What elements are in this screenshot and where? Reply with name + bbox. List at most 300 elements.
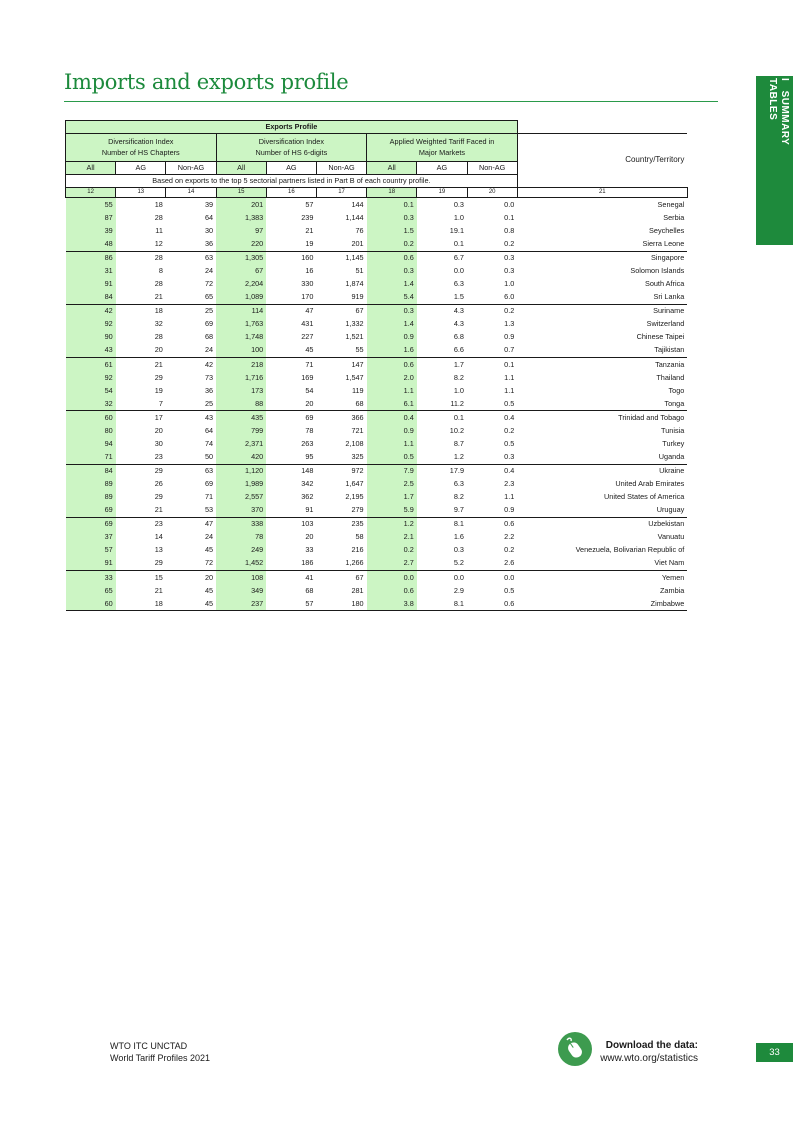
value-cell: 21 (154, 359, 163, 369)
value-cell: 1,547 (345, 372, 364, 382)
value-cell: 19 (154, 385, 163, 395)
value-cell: 69 (66, 517, 116, 531)
value-cell: 26 (154, 479, 163, 489)
value-cell: 1,089 (216, 291, 266, 305)
country-name-cell: Solomon Islands (630, 266, 685, 276)
value-cell: 65 (166, 291, 216, 305)
value-cell: 239 (301, 212, 314, 222)
table-note: Based on exports to the top 5 sectorial partners listed in Part B of each country profile. (66, 175, 518, 188)
sub-header: All (66, 162, 116, 175)
column-number: 14 (166, 188, 216, 198)
country-name-cell: Venezuela, Bolivarian Republic of (575, 545, 685, 555)
value-cell: 218 (216, 358, 266, 372)
value-cell: 74 (204, 438, 214, 448)
value-cell: 1,383 (216, 211, 266, 224)
value-cell: 2.3 (504, 479, 515, 489)
column-number: 19 (417, 188, 467, 198)
value-cell: 0.1 (453, 412, 464, 422)
country-name-cell: Yemen (661, 572, 685, 582)
table-row (66, 478, 688, 491)
value-cell: 0.6 (504, 519, 515, 529)
value-cell: 23 (116, 450, 166, 464)
value-cell: 1,763 (216, 318, 266, 331)
country-name-cell: Tonga (517, 397, 687, 411)
country-name-cell: Tunisia (661, 425, 685, 435)
value-cell: 0.3 (453, 545, 464, 555)
value-cell: 0.3 (367, 265, 417, 278)
value-cell: 57 (305, 199, 314, 209)
value-cell: 6.7 (453, 253, 464, 263)
value-cell: 21 (116, 291, 166, 305)
value-cell: 201 (216, 198, 266, 212)
value-cell: 71 (66, 450, 116, 464)
value-cell: 1.4 (367, 318, 417, 331)
value-cell: 1.6 (453, 532, 464, 542)
sub-header: Non-AG (316, 162, 366, 175)
value-cell: 0.7 (467, 344, 517, 358)
value-cell: 0.3 (504, 253, 515, 263)
value-cell: 43 (204, 412, 214, 422)
value-cell: 72 (166, 557, 216, 571)
value-cell: 1.1 (504, 372, 515, 382)
value-cell: 119 (351, 385, 364, 395)
value-cell: 1.1 (367, 437, 417, 450)
value-cell: 0.8 (504, 225, 515, 235)
value-cell: 0.4 (367, 411, 417, 425)
value-cell: 8.2 (453, 492, 464, 502)
value-cell: 1,144 (345, 212, 364, 222)
table-row (66, 491, 688, 504)
value-cell: 97 (216, 224, 266, 237)
value-cell: 216 (351, 545, 364, 555)
table-row (66, 450, 688, 464)
table-row (66, 384, 688, 397)
value-cell: 160 (301, 253, 314, 263)
value-cell: 721 (351, 425, 364, 435)
value-cell: 3.8 (367, 597, 417, 611)
value-cell: 100 (216, 344, 266, 358)
value-cell: 5.4 (367, 291, 417, 305)
table-row (66, 198, 688, 212)
value-cell: 180 (316, 597, 366, 611)
value-cell: 8.7 (453, 438, 464, 448)
value-cell: 0.3 (453, 199, 464, 209)
value-cell: 108 (216, 571, 266, 585)
value-cell: 249 (216, 544, 266, 557)
value-cell: 1,332 (345, 319, 364, 329)
value-cell: 20 (266, 397, 316, 411)
value-cell: 1.7 (453, 359, 464, 369)
table-row (66, 251, 688, 265)
value-cell: 0.0 (453, 266, 464, 276)
table-row (66, 237, 688, 251)
value-cell: 431 (301, 319, 314, 329)
value-cell: 1,989 (216, 478, 266, 491)
value-cell: 21 (116, 504, 166, 518)
value-cell: 29 (154, 466, 163, 476)
value-cell: 6.0 (467, 291, 517, 305)
section-header-hs-chapters: Diversification Index Number of HS Chapters (66, 134, 217, 162)
value-cell: 57 (266, 597, 316, 611)
value-cell: 1.6 (367, 344, 417, 358)
value-cell: 68 (316, 397, 366, 411)
column-number: 21 (517, 188, 687, 198)
value-cell: 68 (305, 585, 314, 595)
value-cell: 21 (305, 225, 314, 235)
value-cell: 1.2 (417, 450, 467, 464)
value-cell: 1,874 (345, 279, 364, 289)
value-cell: 50 (166, 450, 216, 464)
table-row (66, 544, 688, 557)
value-cell: 0.5 (504, 585, 515, 595)
value-cell: 45 (166, 597, 216, 611)
country-name-cell: Chinese Taipei (636, 332, 685, 342)
value-cell: 6.1 (367, 397, 417, 411)
value-cell: 148 (301, 466, 314, 476)
table-row (66, 517, 688, 531)
table-row (66, 424, 688, 437)
value-cell: 0.4 (504, 412, 515, 422)
value-cell: 1.7 (367, 491, 417, 504)
section-header-applied-tariff: Applied Weighted Tariff Faced in Major Markets (367, 134, 518, 162)
value-cell: 24 (204, 266, 214, 276)
value-cell: 15 (154, 572, 163, 582)
value-cell: 114 (216, 304, 266, 318)
value-cell: 342 (301, 479, 314, 489)
value-cell: 65 (66, 584, 116, 597)
value-cell: 0.2 (504, 425, 515, 435)
table-row (66, 557, 688, 571)
value-cell: 173 (216, 384, 266, 397)
value-cell: 89 (66, 491, 116, 504)
value-cell: 63 (204, 466, 214, 476)
value-cell: 2.5 (367, 478, 417, 491)
value-cell: 0.3 (504, 266, 515, 276)
page-number: 33 (756, 1043, 793, 1062)
value-cell: 1.4 (367, 278, 417, 291)
value-cell: 71 (204, 492, 214, 502)
value-cell: 43 (66, 344, 116, 358)
value-cell: 2,371 (216, 437, 266, 450)
value-cell: 16 (305, 266, 314, 276)
value-cell: 53 (166, 504, 216, 518)
download-label: Download the data: (605, 1040, 698, 1051)
value-cell: 0.1 (504, 212, 515, 222)
table-row (66, 437, 688, 450)
value-cell: 84 (66, 464, 116, 478)
value-cell: 2,108 (345, 438, 364, 448)
value-cell: 8.1 (417, 597, 467, 611)
value-cell: 1.0 (504, 279, 515, 289)
value-cell: 0.9 (467, 504, 517, 518)
value-cell: 7 (116, 397, 166, 411)
value-cell: 0.2 (367, 237, 417, 251)
value-cell: 263 (301, 438, 314, 448)
value-cell: 103 (301, 519, 314, 529)
value-cell: 33 (66, 571, 116, 585)
table-row (66, 265, 688, 278)
value-cell: 11.2 (417, 397, 467, 411)
value-cell: 91 (66, 557, 116, 571)
value-cell: 8.1 (453, 519, 464, 529)
value-cell: 0.2 (504, 545, 515, 555)
value-cell: 0.6 (367, 251, 417, 265)
value-cell: 32 (154, 319, 163, 329)
value-cell: 76 (355, 225, 364, 235)
value-cell: 13 (154, 545, 163, 555)
value-cell: 17.9 (449, 466, 464, 476)
footer-line2: World Tariff Profiles 2021 (110, 1052, 211, 1063)
value-cell: 12 (116, 237, 166, 251)
value-cell: 32 (66, 397, 116, 411)
value-cell: 64 (204, 212, 214, 222)
value-cell: 235 (351, 519, 364, 529)
footer-line1: WTO ITC UNCTAD (110, 1041, 188, 1051)
value-cell: 31 (66, 265, 116, 278)
table-row (66, 211, 688, 224)
value-cell: 28 (154, 279, 163, 289)
table-row (66, 224, 688, 237)
country-name-cell: Viet Nam (517, 557, 687, 571)
table-row (66, 318, 688, 331)
value-cell: 0.3 (367, 211, 417, 224)
download-link[interactable] (594, 1039, 698, 1065)
value-cell: 37 (66, 531, 116, 544)
value-cell: 0.1 (367, 198, 417, 212)
page-title: Imports and exports profile (64, 70, 349, 94)
value-cell: 42 (204, 359, 214, 369)
value-cell: 1.5 (417, 291, 467, 305)
value-cell: 29 (154, 372, 163, 382)
value-cell: 2,557 (216, 491, 266, 504)
value-cell: 919 (316, 291, 366, 305)
value-cell: 0.0 (453, 572, 464, 582)
value-cell: 45 (266, 344, 316, 358)
value-cell: 84 (66, 291, 116, 305)
value-cell: 30 (204, 225, 214, 235)
value-cell: 78 (216, 531, 266, 544)
country-name-cell: Senegal (657, 199, 685, 209)
value-cell: 1,748 (216, 331, 266, 344)
value-cell: 6.3 (453, 479, 464, 489)
value-cell: 69 (204, 479, 214, 489)
section-tab-line2: TABLES (767, 78, 778, 121)
country-name-cell: Ukraine (659, 466, 685, 476)
country-name-cell: Vanuatu (657, 532, 685, 542)
section-tab-line1: SUMMARY (779, 90, 790, 146)
value-cell: 349 (216, 584, 266, 597)
country-name-cell: Sri Lanka (517, 291, 687, 305)
value-cell: 72 (204, 279, 214, 289)
table-row (66, 571, 688, 585)
exports-profile-header: Exports Profile (66, 121, 518, 134)
value-cell: 20 (305, 532, 314, 542)
country-name-cell: Seychelles (649, 225, 685, 235)
download-url[interactable]: www.wto.org/statistics (600, 1053, 698, 1064)
value-cell: 435 (216, 411, 266, 425)
value-cell: 281 (351, 585, 364, 595)
value-cell: 1.1 (367, 384, 417, 397)
value-cell: 14 (154, 532, 163, 542)
column-number: 15 (216, 188, 266, 198)
value-cell: 91 (66, 278, 116, 291)
value-cell: 1.3 (504, 319, 515, 329)
value-cell: 2,204 (216, 278, 266, 291)
column-number: 18 (367, 188, 417, 198)
value-cell: 8 (158, 266, 163, 276)
value-cell: 0.0 (367, 571, 417, 585)
value-cell: 20 (154, 425, 163, 435)
value-cell: 1.1 (504, 492, 515, 502)
download-mouse-icon (558, 1032, 592, 1066)
value-cell: 5.9 (367, 504, 417, 518)
sub-header: Non-AG (467, 162, 517, 175)
value-cell: 39 (204, 199, 214, 209)
column-number: 20 (467, 188, 517, 198)
value-cell: 1.1 (504, 385, 515, 395)
value-cell: 80 (66, 424, 116, 437)
value-cell: 1.5 (367, 224, 417, 237)
table-row (66, 371, 688, 384)
value-cell: 170 (266, 291, 316, 305)
table-row (66, 291, 688, 305)
sub-header: All (216, 162, 266, 175)
value-cell: 0.5 (504, 438, 515, 448)
value-cell: 78 (305, 425, 314, 435)
country-name-cell: Turkey (662, 438, 685, 448)
value-cell: 71 (305, 359, 314, 369)
value-cell: 0.1 (504, 359, 515, 369)
value-cell: 227 (301, 332, 314, 342)
value-cell: 47 (305, 306, 314, 316)
country-name-cell: Switzerland (646, 319, 685, 329)
country-name-cell: Tajikistan (517, 344, 687, 358)
value-cell: 69 (66, 504, 116, 518)
value-cell: 94 (66, 437, 116, 450)
sub-header: Non-AG (166, 162, 216, 175)
value-cell: 19.1 (449, 225, 464, 235)
table-row (66, 397, 688, 411)
table-row (66, 278, 688, 291)
sub-header: All (367, 162, 417, 175)
country-name-cell: Sierra Leone (517, 237, 687, 251)
value-cell: 1,145 (345, 253, 364, 263)
country-territory-header: Country/Territory (517, 134, 687, 188)
publisher-footer (110, 1041, 210, 1064)
value-cell: 11 (155, 225, 163, 235)
value-cell: 1.0 (453, 212, 464, 222)
value-cell: 147 (351, 359, 364, 369)
table-row (66, 358, 688, 372)
value-cell: 87 (66, 211, 116, 224)
country-name-cell: South Africa (644, 279, 685, 289)
country-name-cell: Trinidad and Tobago (618, 412, 685, 422)
value-cell: 6.6 (417, 344, 467, 358)
value-cell: 10.2 (449, 425, 464, 435)
value-cell: 45 (204, 585, 214, 595)
value-cell: 86 (66, 251, 116, 265)
value-cell: 39 (66, 224, 116, 237)
value-cell: 68 (204, 332, 214, 342)
value-cell: 1,266 (316, 557, 366, 571)
table-row (66, 344, 688, 358)
value-cell: 237 (216, 597, 266, 611)
value-cell: 8.2 (453, 372, 464, 382)
value-cell: 23 (154, 519, 163, 529)
table-row (66, 464, 688, 478)
value-cell: 4.3 (453, 319, 464, 329)
value-cell: 799 (216, 424, 266, 437)
value-cell: 2.2 (504, 532, 515, 542)
value-cell: 47 (204, 519, 214, 529)
value-cell: 58 (355, 532, 364, 542)
value-cell: 92 (66, 371, 116, 384)
value-cell: 9.7 (417, 504, 467, 518)
value-cell: 89 (66, 478, 116, 491)
value-cell: 21 (154, 585, 163, 595)
country-name-cell: Thailand (656, 372, 685, 382)
country-name-cell: Uzbekistan (648, 519, 685, 529)
value-cell: 1.2 (367, 517, 417, 531)
value-cell: 25 (166, 397, 216, 411)
value-cell: 0.2 (504, 306, 515, 316)
value-cell: 0.9 (367, 331, 417, 344)
value-cell: 29 (116, 557, 166, 571)
value-cell: 88 (216, 397, 266, 411)
value-cell: 1,452 (216, 557, 266, 571)
value-cell: 0.3 (467, 450, 517, 464)
value-cell: 36 (166, 237, 216, 251)
value-cell: 338 (216, 517, 266, 531)
value-cell: 67 (355, 306, 364, 316)
table-row (66, 504, 688, 518)
value-cell: 33 (305, 545, 314, 555)
sub-header: AG (116, 162, 166, 175)
sub-header: AG (266, 162, 316, 175)
value-cell: 51 (355, 266, 364, 276)
country-name-cell: Uruguay (517, 504, 687, 518)
value-cell: 972 (351, 466, 364, 476)
value-cell: 4.3 (453, 306, 464, 316)
value-cell: 1,120 (216, 464, 266, 478)
table-body (66, 198, 688, 611)
value-cell: 0.6 (467, 597, 517, 611)
value-cell: 5.2 (417, 557, 467, 571)
value-cell: 1,647 (345, 479, 364, 489)
value-cell: 0.6 (367, 584, 417, 597)
table-row (66, 584, 688, 597)
value-cell: 0.9 (367, 424, 417, 437)
column-number: 16 (266, 188, 316, 198)
value-cell: 19 (266, 237, 316, 251)
value-cell: 17 (154, 412, 163, 422)
value-cell: 366 (351, 412, 364, 422)
column-number: 12 (66, 188, 116, 198)
value-cell: 2,195 (345, 492, 364, 502)
value-cell: 92 (66, 318, 116, 331)
value-cell: 0.1 (417, 237, 467, 251)
value-cell: 2.7 (367, 557, 417, 571)
value-cell: 201 (316, 237, 366, 251)
value-cell: 63 (204, 253, 214, 263)
value-cell: 60 (66, 597, 116, 611)
country-name-cell: Tanzania (655, 359, 685, 369)
value-cell: 30 (154, 438, 163, 448)
table-row (66, 411, 688, 425)
value-cell: 24 (166, 344, 216, 358)
value-cell: 28 (154, 253, 163, 263)
value-cell: 61 (66, 358, 116, 372)
